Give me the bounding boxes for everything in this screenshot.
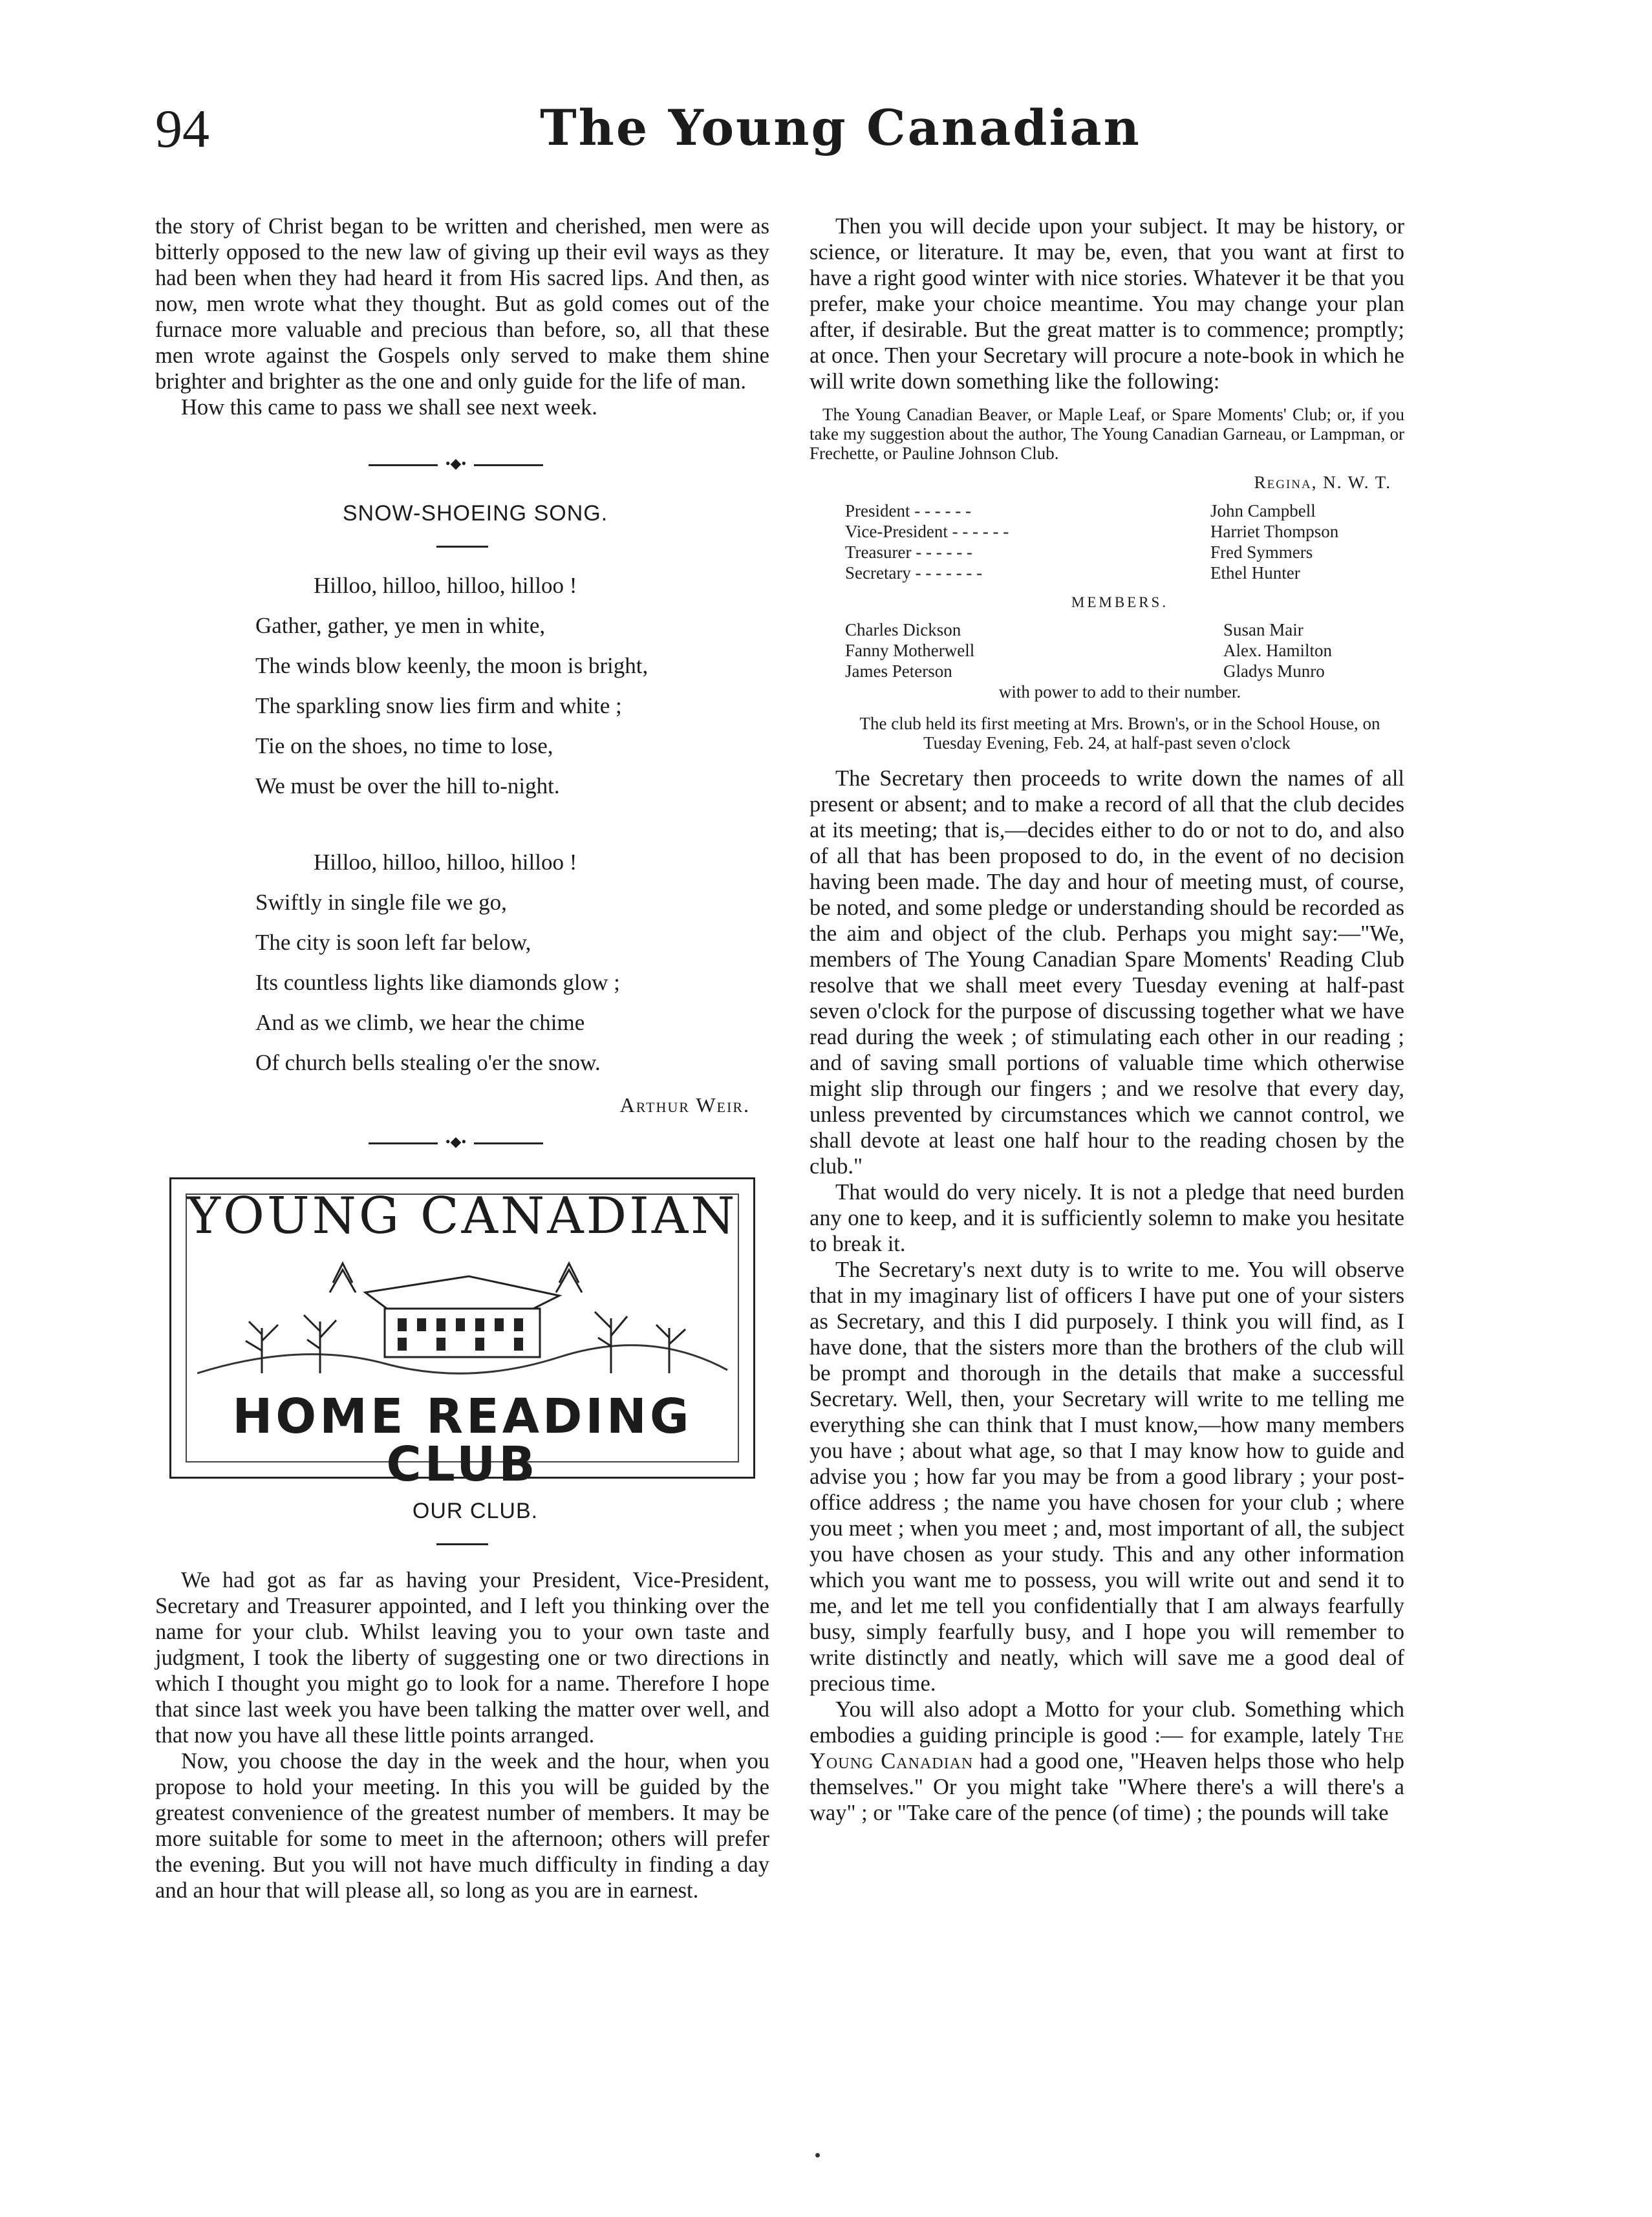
home-reading-club-banner — [169, 1177, 755, 1492]
intro-paragraph: the story of Christ began to be written and cherished, men were as bitterly opposed to the new law of giving up their evil ways as they had been when they had heard it from His sacred lips. And then, as now, men wrote what they thought. But as gold comes out of the furnace more valuable and precious than before, so, all that these men wrote against the Gospels only served to make them shine brighter and brighter as the one and only guide for the life of man. — [155, 214, 769, 394]
poem-refrain: Hilloo, hilloo, hilloo, hilloo ! — [314, 573, 577, 598]
poem-line: Of church bells stealing o'er the snow. — [255, 1050, 601, 1075]
write-to-me-paragraph: The Secretary's next duty is to write to me. You will observe that in my imaginary list of officers I have put one of your sisters as Secretary, and this I did purposely. I think you will find, as I have done, that the sisters more than the brothers of the club will be prompt and thorough in the details that make a successful Secretary. Well, then, your Secretary will write to me telling me everything she can think that I must know,—how many members you have ; about what age, so that I may know how to guide and advise you ; how far you may be from a good library ; your post-office address ; the name you have chosen for your club ; where you meet ; when you meet ; and, most important of all, the subject you have chosen as your study. This and any other information which you want me to possess, you will write out and send it to me, and let me tell you confidentially that I am always fearfully busy, simply fearfully busy, and I hope you will remember to write distinctly and neatly, which will save me a good deal of precious time. — [810, 1258, 1404, 1696]
ornamental-divider: •◆• — [155, 1130, 769, 1155]
poem-line: Gather, gather, ye men in white, — [255, 613, 546, 638]
right-column — [810, 213, 1404, 1826]
club-paragraph-2: Now, you choose the day in the week and the hour, when you propose to hold your meeting. In this you will be guided by the greatest convenience of the greatest number of members. It may be more suitable for some to meet in the afternoon; others will prefer the evening. But you will not have much difficulty in finding a day and an hour that will please all, so long as you are in earnest. — [155, 1749, 769, 1903]
example-club-name: The Young Canadian Beaver, or Maple Leaf, or Spare Moments' Club; or, if you take my suggestion about the author, The Young Canadian Garneau, or Lampman, or Frechette, or Pauline Johnson Club. — [810, 405, 1404, 463]
motto-text-a: You will also adopt a Motto for your club. Something which embodies a guiding principle is good :— for example, lately — [810, 1697, 1404, 1748]
poem-line: We must be over the hill to-night. — [255, 773, 560, 798]
member-row — [845, 619, 1404, 640]
member-row — [845, 640, 1404, 661]
footer-mark — [815, 2153, 820, 2158]
pledge-paragraph: That would do very nicely. It is not a pledge that need burden any one to keep, and it is sufficiently solemn to make you hesitate to break it. — [810, 1180, 1404, 1256]
member-row — [845, 661, 1404, 681]
club-paragraph-1: We had got as far as having your President, Vice-President, Secretary and Treasurer appointed, and I left you thinking over the name for your club. Whilst leaving you to your own taste and judgment, I took the liberty of suggesting one or two directions in which I thought you might go to look for a name. Therefore I hope that since last week you have been talking the matter over well, and that now you have all these little points arranged. — [155, 1568, 769, 1748]
officer-role: President - - - - - - — [845, 501, 971, 520]
meeting-note: The club held its first meeting at Mrs. Brown's, or in the School House, on Tuesday Evening, Feb. 24, at half-past seven o'clock — [859, 714, 1380, 753]
poem-line: Swiftly in single file we go, — [255, 890, 507, 915]
next-week-line: How this came to pass we shall see next week. — [181, 395, 597, 420]
officer-list — [845, 500, 1404, 583]
member-name: Alex. Hamilton — [1223, 641, 1332, 660]
poem-line: The winds blow keenly, the moon is bright, — [255, 653, 649, 678]
power-note: with power to add to their number. — [998, 682, 1241, 702]
officer-row — [845, 542, 1404, 562]
officer-role: Secretary - - - - - - - — [845, 563, 983, 583]
officer-row — [845, 500, 1404, 521]
club-heading: OUR CLUB. — [412, 1499, 539, 1523]
officer-role: Treasurer - - - - - - — [845, 542, 972, 562]
poem-author: Arthur Weir. — [619, 1093, 750, 1117]
ornamental-divider: •◆• — [155, 451, 769, 477]
poem-refrain: Hilloo, hilloo, hilloo, hilloo ! — [314, 850, 577, 875]
left-column — [155, 213, 769, 1903]
member-name: Fanny Motherwell — [845, 641, 975, 660]
poem-line: Tie on the shoes, no time to lose, — [255, 733, 553, 758]
officer-row — [845, 521, 1404, 542]
member-name: Charles Dickson — [845, 620, 961, 639]
secretary-paragraph: The Secretary then proceeds to write down the names of all present or absent; and to make a record of all that the club decides at its meeting; that is,—decides either to do or not to do, and also of all that has been proposed to do, in the event of no decision having been made. The day and hour of meeting must, of course, be noted, and some pledge or understanding should be recorded as the aim and object of the club. Perhaps you might say:—"We, members of The Young Canadian Spare Moments' Reading Club resolve that we shall meet every Tuesday evening at half-past seven o'clock for the purpose of discussing together what we have read during the week ; of stimulating each other in our reading ; and of saving small portions of valuable time which otherwise might slip through our fingers ; and we resolve that every day, unless prevented by circumstances which we cannot control, we shall devote at least one half hour to the reading chosen by the club." — [810, 766, 1404, 1179]
poem-line: And as we climb, we hear the chime — [255, 1010, 585, 1035]
banner-subtitle: HOME READING CLUB — [232, 1389, 692, 1492]
banner-title: YOUNG CANADIAN — [187, 1187, 738, 1245]
officer-name: Ethel Hunter — [1210, 563, 1300, 583]
officer-name: John Campbell — [1210, 501, 1316, 520]
officer-role: Vice-President - - - - - - — [845, 522, 1009, 541]
poem-line: The city is soon left far below, — [255, 930, 531, 955]
masthead: The Young Canadian — [540, 99, 1141, 156]
publication-name: The Young Canadian — [810, 1723, 1404, 1773]
page-number: 94 — [155, 99, 209, 159]
officer-name: Fred Symmers — [1210, 542, 1313, 562]
officer-row — [845, 562, 1404, 583]
motto-text-b: had a good one, "Heaven helps those who help themselves." Or you might take "Where there's a will there's a way" ; or "Take care of the pence (of time) ; the pounds will take — [810, 1749, 1404, 1825]
example-place: Regina, N. W. T. — [1254, 473, 1391, 492]
poem-title: SNOW-SHOEING SONG. — [342, 501, 608, 526]
member-list — [845, 619, 1404, 681]
poem-line: Its countless lights like diamonds glow ; — [255, 970, 620, 995]
motto-paragraph — [810, 1697, 1404, 1826]
member-name: Susan Mair — [1223, 620, 1303, 639]
members-label: MEMBERS. — [1071, 594, 1169, 610]
member-name: Gladys Munro — [1223, 661, 1325, 681]
member-name: James Peterson — [845, 661, 952, 681]
officer-name: Harriet Thompson — [1210, 522, 1339, 541]
subject-paragraph: Then you will decide upon your subject. It may be history, or science, or literature. It may be, even, that you want at first to have a right good winter with nice stories. Whatever it be that you prefer, make your choice meantime. You may change your plan after, if desirable. But the great matter is to commence; promptly; at once. Then your Secretary will procure a note-book in which he will write down something like the following: — [810, 214, 1404, 394]
poem-line: The sparkling snow lies firm and white ; — [255, 693, 622, 718]
